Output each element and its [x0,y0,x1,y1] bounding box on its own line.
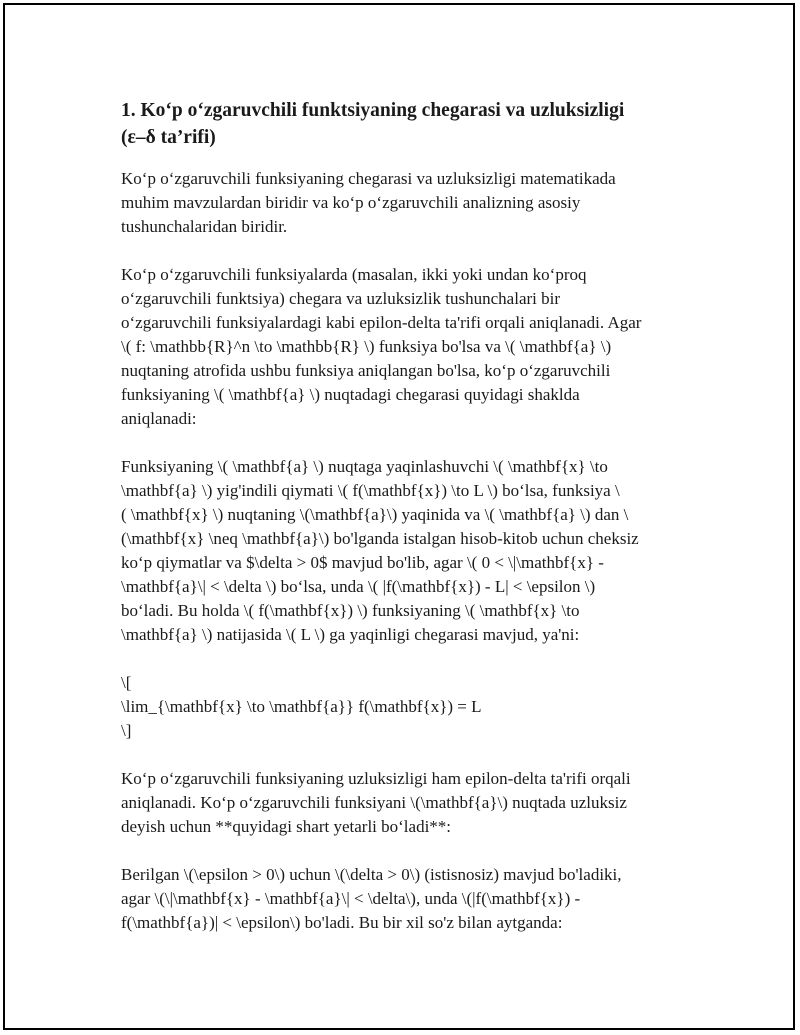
text-line: \mathbf{a}\| < \delta \) bo‘lsa, unda \( |f(\mathbf{x}) - L| < \epsilon \) [121,577,596,596]
text-line: nuqtaning atrofida ushbu funksiya aniqlangan bo'lsa, ko‘p o‘zgaruvchili [121,361,611,380]
text-line: muhim mavzulardan biridir va ko‘p o‘zgaruvchili analizning asosiy [121,193,581,212]
text-line: deyish uchun **quyidagi shart yetarli bo‘ladi**: [121,817,452,836]
page-frame [3,3,795,1030]
text-line: \mathbf{a} \) natijasida \( L \) ga yaqinligi chegarasi mavjud, ya'ni: [121,625,580,644]
text-line: Funksiyaning \( \mathbf{a} \) nuqtaga yaqinlashuvchi \( \mathbf{x} \to [121,457,608,476]
text-line: tushunchalaridan biridir. [121,217,288,236]
text-line: \( f: \mathbb{R}^n \to \mathbb{R} \) funksiya bo'lsa va \( \mathbf{a} \) [121,337,612,356]
paragraph-continuity-condition [121,863,691,935]
formula-line: \lim_{\mathbf{x} \to \mathbf{a}} f(\mathbf{x}) = L [121,697,482,716]
formula-block [121,671,691,743]
text-line: Ko‘p o‘zgaruvchili funksiyaning uzluksizligi ham epilon-delta ta'rifi orqali [121,769,631,788]
text-line: Ko‘p o‘zgaruvchili funksiyalarda (masalan, ikki yoki undan ko‘proq [121,265,587,284]
text-line: o‘zgaruvchili funktsiya) chegara va uzluksizlik tushunchalari bir [121,289,561,308]
text-line: ( \mathbf{x} \) nuqtaning \(\mathbf{a}\) yaqinida va \( \mathbf{a} \) dan \ [121,505,629,524]
text-line: o‘zgaruvchili funksiyalardagi kabi epilon-delta ta'rifi orqali aniqlanadi. Agar [121,313,642,332]
title-line: 1. Ko‘p o‘zgaruvchili funktsiyaning chegarasi va uzluksizligi [121,100,625,121]
text-line: ko‘p qiymatlar va $\delta > 0$ mavjud bo'lib, agar \( 0 < \|\mathbf{x} - [121,553,604,572]
title-line: (ε–δ ta’rifi) [121,127,216,148]
text-line: Ko‘p o‘zgaruvchili funksiyaning chegarasi va uzluksizligi matematikada [121,169,616,188]
text-line: Berilgan \(\epsilon > 0\) uchun \(\delta > 0\) (istisnosiz) mavjud bo'ladiki, [121,865,622,884]
text-line: agar \(\|\mathbf{x} - \mathbf{a}\| < \delta\), unda \(|f(\mathbf{x}) - [121,889,581,908]
text-line: \mathbf{a} \) yig'indili qiymati \( f(\mathbf{x}) \to L \) bo‘lsa, funksiya \ [121,481,620,500]
paragraph-continuity [121,767,691,839]
text-line: funksiyaning \( \mathbf{a} \) nuqtadagi chegarasi quyidagi shaklda [121,385,580,404]
text-line: (\mathbf{x} \neq \mathbf{a}\) bo'lganda istalgan hisob-kitob uchun cheksiz [121,529,639,548]
text-line: f(\mathbf{a})| < \epsilon\) bo'ladi. Bu bir xil so'z bilan aytganda: [121,913,563,932]
formula-line: \[ [121,673,132,692]
section-title [121,97,691,151]
formula-line: \] [121,721,132,740]
text-line: aniqlanadi: [121,409,197,428]
text-line: bo‘ladi. Bu holda \( f(\mathbf{x}) \) funksiyaning \( \mathbf{x} \to [121,601,580,620]
paragraph-limit-intro [121,263,691,431]
document-body [121,97,691,959]
paragraph-intro [121,167,691,239]
text-line: aniqlanadi. Ko‘p o‘zgaruvchili funksiyani \(\mathbf{a}\) nuqtada uzluksiz [121,793,627,812]
paragraph-limit-definition [121,455,691,647]
